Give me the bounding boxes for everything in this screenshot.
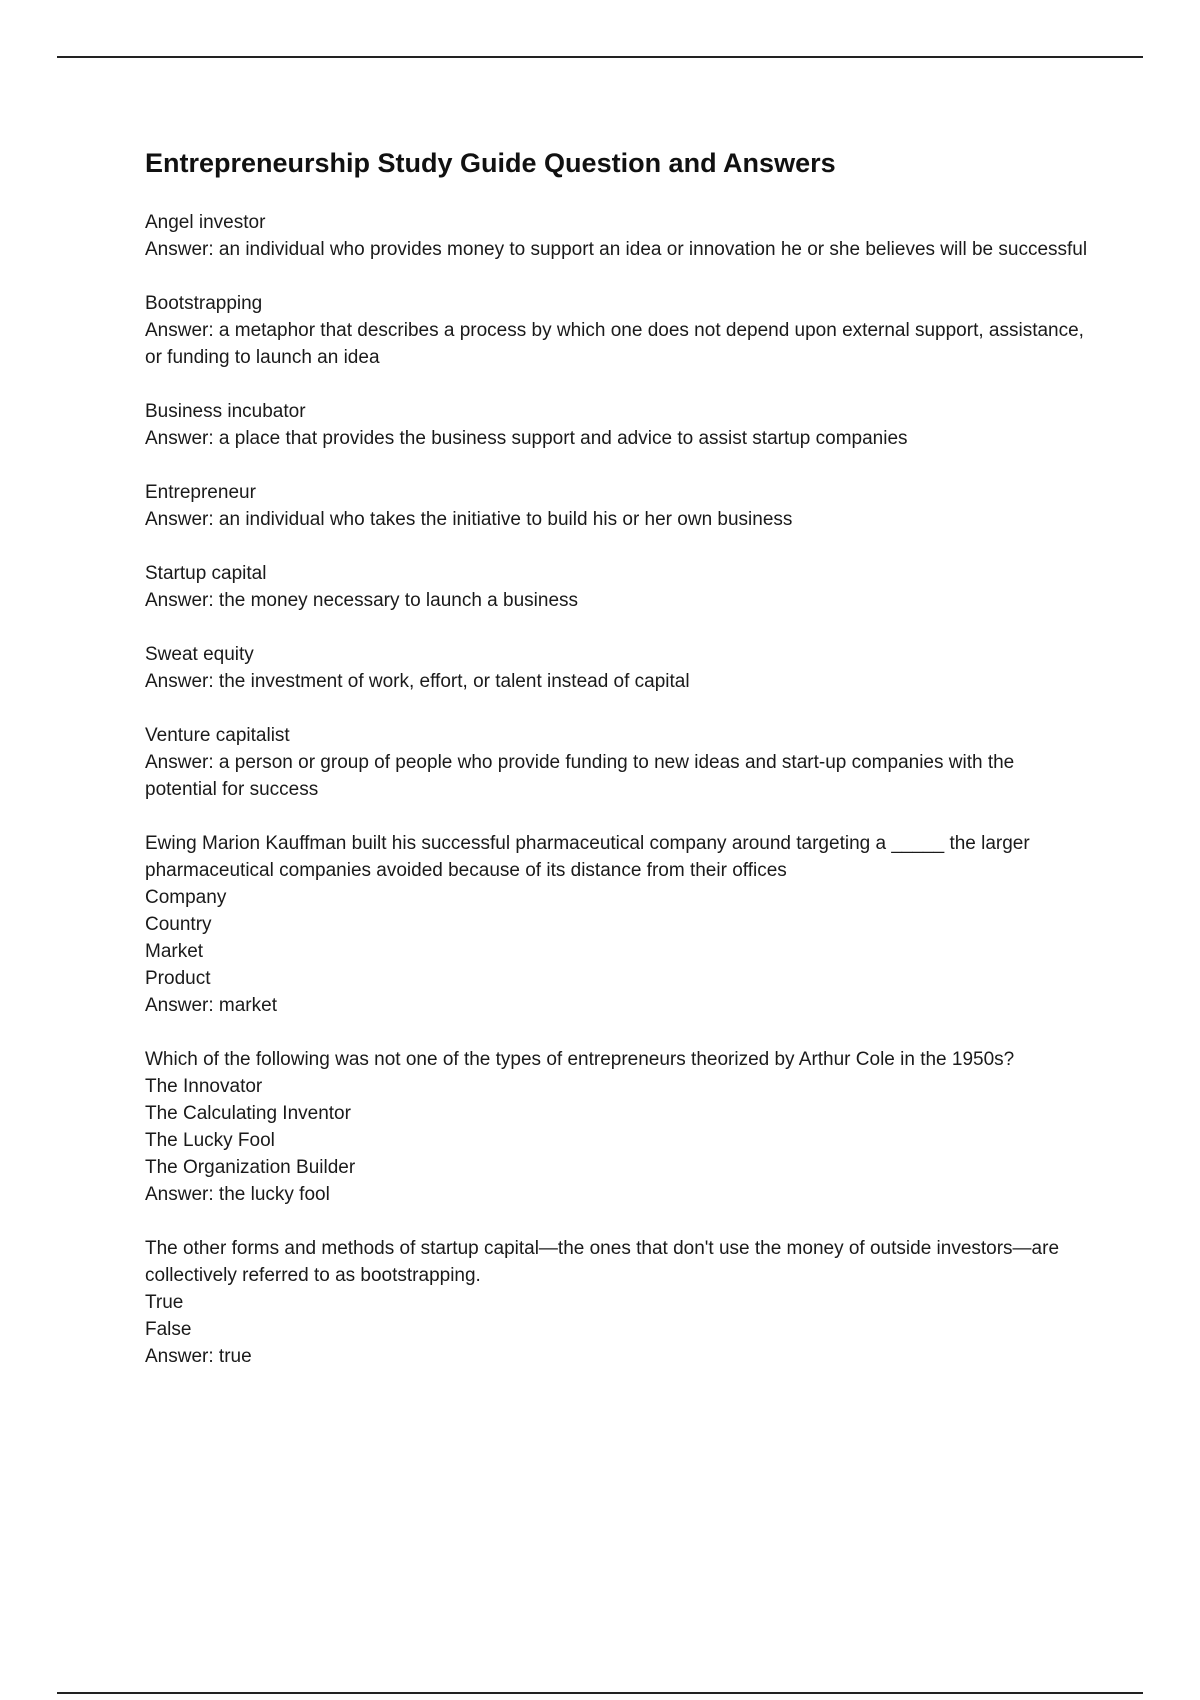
qa-entry [145,290,1090,371]
answer-line: Answer: the investment of work, effort, or talent instead of capital [145,671,690,692]
qa-entry [145,1046,1090,1208]
question-term: Sweat equity [145,644,254,665]
option-line: The Calculating Inventor [145,1103,351,1124]
option-line: The Organization Builder [145,1157,356,1178]
top-divider [57,56,1143,58]
qa-entry [145,641,1090,695]
answer-line: Answer: an individual who takes the initiative to build his or her own business [145,509,793,530]
answer-line: Answer: true [145,1346,252,1367]
question-term: Ewing Marion Kauffman built his successful pharmaceutical company around targeting a _____ the larger pharmaceutical companies avoided because of its distance from their offices [145,833,1030,881]
option-line: True [145,1292,184,1313]
option-line: False [145,1319,192,1340]
option-line: The Innovator [145,1076,263,1097]
answer-line: Answer: market [145,995,277,1016]
answer-line: Answer: the money necessary to launch a business [145,590,579,611]
qa-entry [145,1235,1090,1370]
option-line: Product [145,968,211,989]
question-term: Entrepreneur [145,482,256,503]
qa-entry [145,209,1090,263]
question-term: Which of the following was not one of the types of entrepreneurs theorized by Arthur Cole in the 1950s? [145,1049,1015,1070]
bottom-divider [57,1692,1143,1694]
qa-entry [145,830,1090,1019]
document-body [145,146,1090,1397]
question-term: Venture capitalist [145,725,290,746]
page-title: Entrepreneurship Study Guide Question and Answers [145,148,836,178]
question-term: Bootstrapping [145,293,263,314]
question-term: Angel investor [145,212,266,233]
question-term: The other forms and methods of startup capital—the ones that don't use the money of outside investors—are collectively referred to as bootstrapping. [145,1238,1060,1286]
answer-line: Answer: a place that provides the business support and advice to assist startup companies [145,428,908,449]
option-line: The Lucky Fool [145,1130,275,1151]
question-term: Startup capital [145,563,267,584]
answer-line: Answer: the lucky fool [145,1184,330,1205]
qa-list [145,209,1090,1370]
answer-line: Answer: an individual who provides money to support an idea or innovation he or she believes will be successful [145,239,1088,260]
option-line: Company [145,887,227,908]
option-line: Market [145,941,204,962]
qa-entry [145,560,1090,614]
answer-line: Answer: a metaphor that describes a process by which one does not depend upon external support, assistance, or funding to launch an idea [145,320,1084,368]
qa-entry [145,722,1090,803]
option-line: Country [145,914,212,935]
qa-entry [145,398,1090,452]
answer-line: Answer: a person or group of people who provide funding to new ideas and start-up companies with the potential for success [145,752,1015,800]
question-term: Business incubator [145,401,306,422]
qa-entry [145,479,1090,533]
